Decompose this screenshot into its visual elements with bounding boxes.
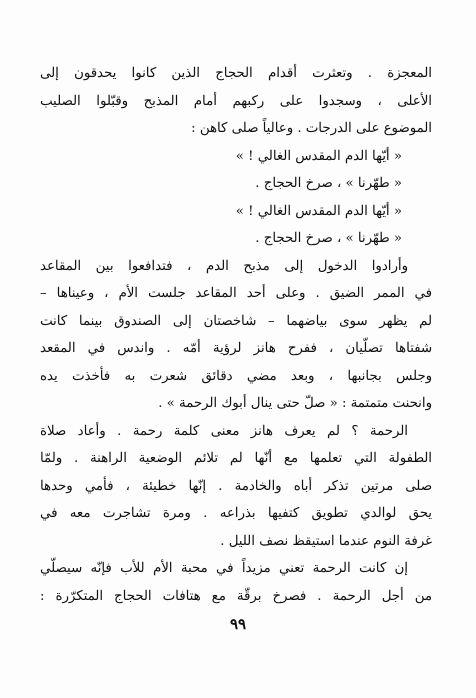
text-line: إن كانت الرحمة تعني مزيداً في محبة الأم للأب فإنّه سيصلّي — [40, 561, 408, 576]
text-line: الموضوع على الدرجات . وعالياً صلى كاهن : — [191, 121, 432, 136]
text-line: الرحمة ؟ لم يعرف هانز معنى كلمة رحمة . وأعاد صلاة — [40, 423, 408, 439]
text-line: صلى مرتين تذكر أباه والخادمة . إنّها خطيئة ، فأمي وحدها — [40, 478, 432, 494]
text-line: « طهّرنا » ، صرخ الحجاج . — [255, 176, 402, 191]
text-line: « طهّرنا » ، صرخ الحجاج . — [255, 231, 402, 246]
text-line: شفتاها تصلّيان ، ففرح هانز لرؤية أمّه . واندس في المقعد — [40, 341, 432, 356]
text-line: في الممر الضيق . وعلى أحد المقاعد جلست الأم ، وعيناها – — [40, 286, 432, 301]
page-number: ٩٩ — [229, 615, 247, 633]
text-line: « أيّها الدم المقدس الغالي ! » — [235, 148, 402, 164]
text-line: لم يظهر سوى بياضهما – شاخصتان إلى الصندوق بينما كانت — [40, 313, 432, 329]
text-line: « أيّها الدم المقدس الغالي ! » — [235, 203, 402, 219]
text-line: الأعلى ، وسجدوا على ركبهم أمام المذبح وقبّلوا الصليب — [40, 93, 432, 109]
text-line: وانحنت متمتمة : « صلّ حتى ينال أبوك الرحمة » . — [158, 396, 432, 411]
text-line: يحق لوالدي تطويق كتفيها بذراعه . ومرة تشاجرت معه في — [40, 506, 432, 521]
text-line: غرفة النوم عندما استيقظ نصف الليل . — [220, 533, 432, 549]
text-line: المعجزة . وتعثرت أقدام الحجاج الذين كانوا يحدقون إلى — [40, 66, 432, 81]
text-line: وجلس بجانبها ، وبعد مضي دقائق شعرت به فأخذت يده — [40, 368, 432, 384]
text-line: من أجل الرحمة . فصرخ برقّة مع هتافات الحجاج المتكرّرة : — [40, 588, 432, 604]
text-line: الطفولة التي تعلمها مع أنّها لم تلائم الوضعية الراهنة . ولمّا — [40, 451, 432, 466]
text-line: وأرادوا الدخول إلى مذبح الدم ، فتدافعوا بين المقاعد — [40, 258, 408, 274]
